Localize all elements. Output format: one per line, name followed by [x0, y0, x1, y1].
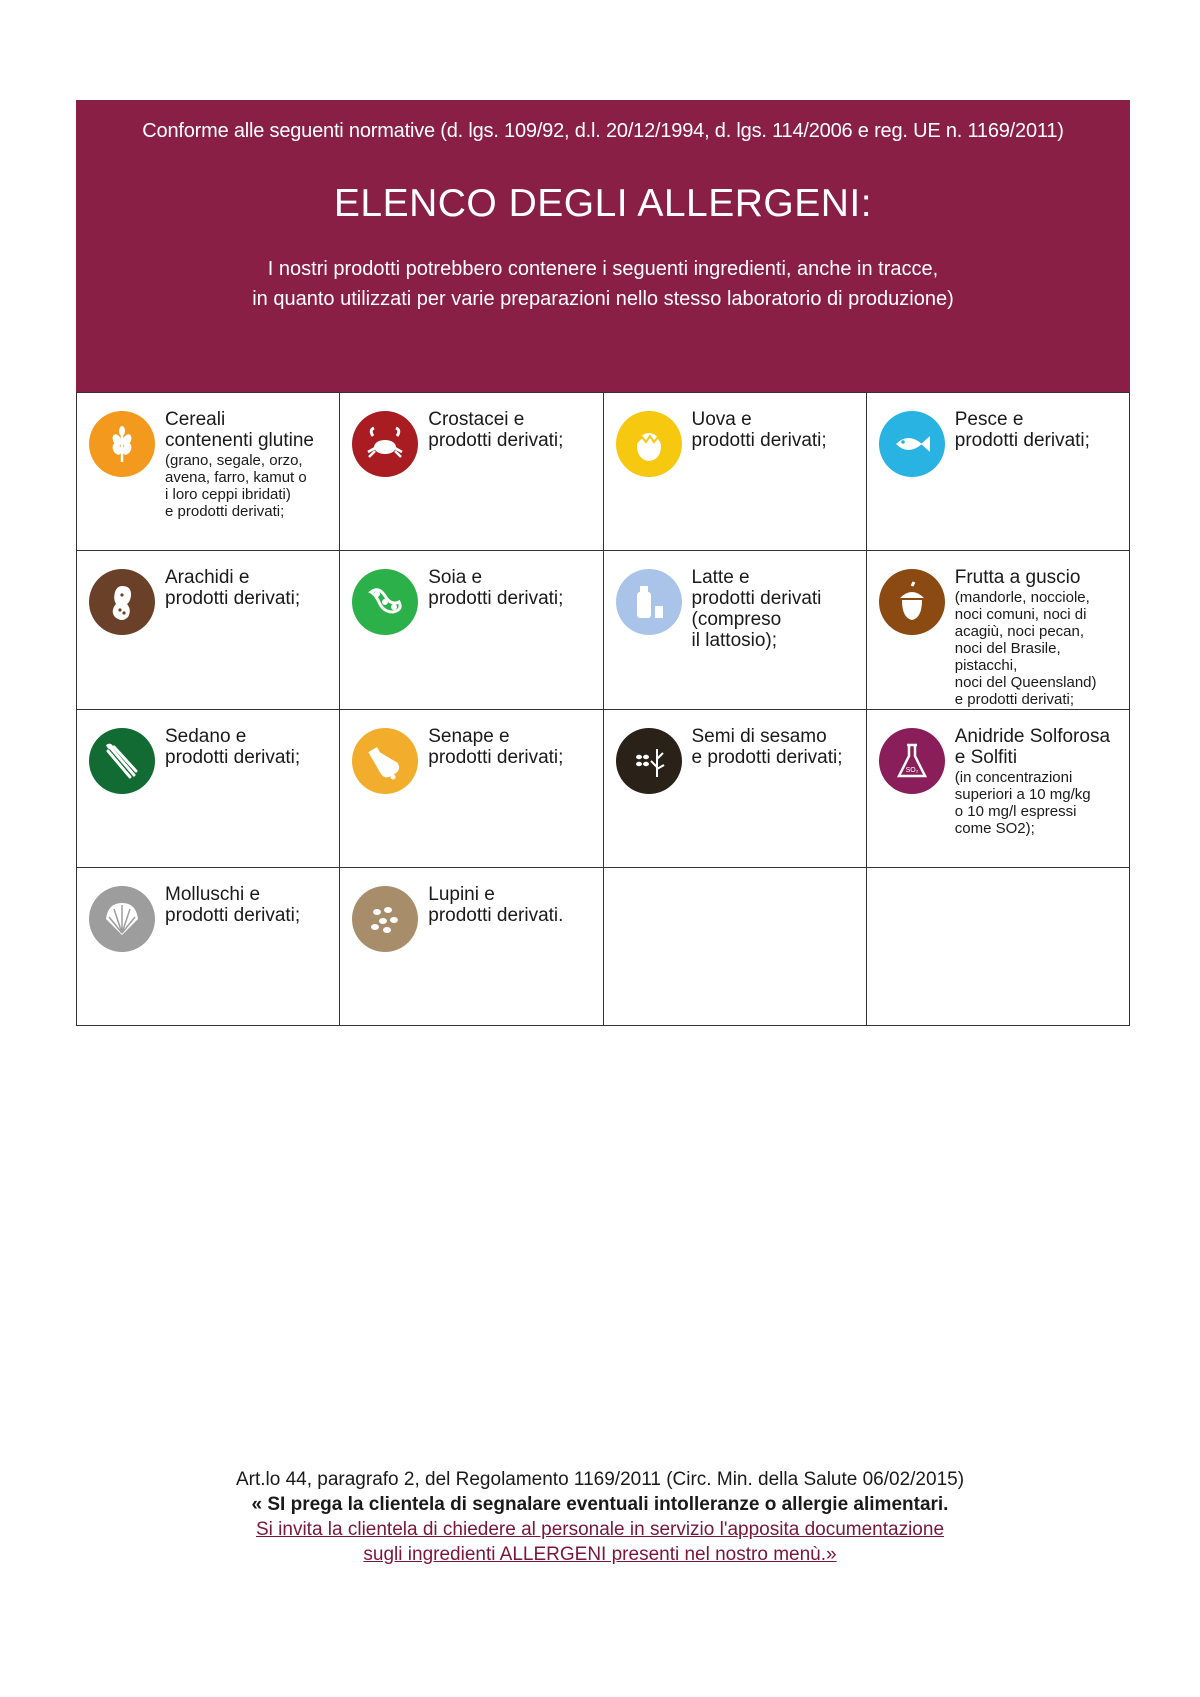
nut-icon	[879, 569, 945, 635]
allergen-text	[165, 884, 333, 926]
wheat-icon	[89, 411, 155, 477]
allergen-text	[428, 884, 596, 926]
milk-icon	[616, 569, 682, 635]
svg-text:SO₂: SO₂	[905, 766, 919, 774]
allergen-cell	[77, 551, 340, 709]
allergen-text	[692, 409, 860, 451]
allergen-name: Semi di sesamo e prodotti derivati;	[691, 725, 843, 768]
sesame-icon	[616, 728, 682, 794]
allergen-cell	[340, 393, 603, 551]
allergen-cell	[77, 868, 340, 1026]
page-title: ELENCO DEGLI ALLERGENI:	[333, 182, 873, 225]
allergen-text	[955, 409, 1123, 451]
allergen-cell	[604, 393, 867, 551]
mustard-icon	[352, 728, 418, 794]
subtitle-line-1: I nostri prodotti potrebbero contenere i seguenti ingredienti, anche in tracce,	[267, 258, 939, 280]
allergen-name: Crostacei e prodotti derivati;	[428, 409, 564, 451]
allergen-text	[692, 726, 860, 768]
fish-icon	[879, 411, 945, 477]
egg-icon	[616, 411, 682, 477]
report-request: « SI prega la clientela di segnalare eventuali intolleranze o allergie alimentari.	[251, 1494, 949, 1515]
allergen-text	[955, 726, 1123, 837]
allergen-text	[165, 567, 333, 609]
allergen-name: Pesce e prodotti derivati;	[954, 409, 1090, 451]
allergen-detail: (grano, segale, orzo, avena, farro, kamut o i loro ceppi ibridati) e prodotti derivati;	[165, 452, 307, 520]
allergen-cell	[340, 710, 603, 868]
header-banner	[76, 100, 1130, 392]
allergen-detail: (in concentrazioni superiori a 10 mg/kg o 10 mg/l espressi come SO2);	[954, 768, 1091, 837]
empty-cell	[604, 868, 867, 1026]
allergen-cell	[604, 551, 867, 709]
allergen-name: Anidride Solforosa e Solfiti	[954, 725, 1111, 768]
allergen-name: Sedano e prodotti derivati;	[165, 725, 301, 768]
allergen-cell	[77, 710, 340, 868]
lupin-icon	[352, 886, 418, 952]
allergen-detail: (mandorle, nocciole, noci comuni, noci di acagiù, noci pecan, noci del Brasile, pistacchi, noci del Queensland) e prodotti derivati;	[954, 589, 1097, 709]
allergen-name: Latte e prodotti derivati (compreso il lattosio);	[691, 567, 822, 652]
allergen-text	[955, 567, 1123, 708]
allergen-cell	[867, 710, 1130, 868]
allergen-text	[428, 726, 596, 768]
allergen-name: Soia e prodotti derivati;	[428, 567, 564, 610]
allergen-text	[165, 726, 333, 768]
peanut-icon	[89, 569, 155, 635]
celery-icon	[89, 728, 155, 794]
allergen-name: Molluschi e prodotti derivati;	[165, 883, 301, 926]
documentation-link-line-1[interactable]: Si invita la clientela di chiedere al personale in servizio l'apposita documentazione	[255, 1519, 945, 1540]
allergen-cell	[604, 710, 867, 868]
allergen-name: Cereali contenenti glutine	[165, 409, 314, 451]
subtitle	[76, 254, 1130, 314]
footer-notice	[0, 1467, 1200, 1567]
allergen-cell	[867, 551, 1130, 709]
allergen-cell	[77, 393, 340, 551]
allergen-text	[692, 567, 860, 651]
allergen-cell	[340, 551, 603, 709]
subtitle-line-2: in quanto utilizzati per varie preparazioni nello stesso laboratorio di produzione)	[252, 288, 954, 310]
crab-icon	[352, 411, 418, 477]
empty-cell	[867, 868, 1130, 1026]
allergen-cell	[867, 393, 1130, 551]
allergen-text	[428, 567, 596, 609]
allergen-cell	[340, 868, 603, 1026]
documentation-link-line-2[interactable]: sugli ingredienti ALLERGENI presenti nel nostro menù.»	[363, 1544, 837, 1565]
allergen-name: Lupini e prodotti derivati.	[428, 883, 564, 926]
allergen-text	[165, 409, 333, 520]
flask-icon	[879, 728, 945, 794]
shell-icon	[89, 886, 155, 952]
normative-text: Conforme alle seguenti normative (d. lgs. 109/92, d.l. 20/12/1994, d. lgs. 114/2006 e reg. UE n. 1169/2011)	[142, 120, 1064, 142]
soy-icon	[352, 569, 418, 635]
allergen-name: Frutta a guscio	[954, 567, 1081, 589]
allergen-text	[428, 409, 596, 451]
allergen-name: Arachidi e prodotti derivati;	[165, 567, 301, 610]
allergen-name: Uova e prodotti derivati;	[691, 409, 827, 451]
regulation-reference: Art.lo 44, paragrafo 2, del Regolamento 1169/2011 (Circ. Min. della Salute 06/02/2015)	[235, 1469, 965, 1490]
allergen-grid	[76, 392, 1130, 1026]
allergen-name: Senape e prodotti derivati;	[428, 725, 564, 768]
